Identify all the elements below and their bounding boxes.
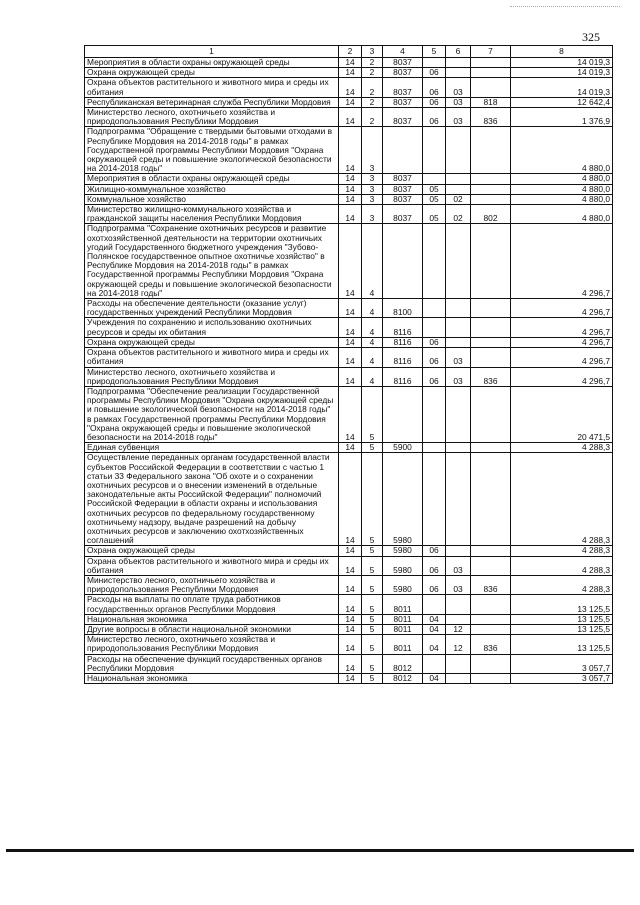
row-col-5 xyxy=(423,174,446,184)
row-amount: 4 880,0 xyxy=(511,205,613,224)
row-name: Республиканская ветеринарная служба Республики Мордовия xyxy=(85,97,339,107)
row-col-7 xyxy=(471,348,511,367)
row-amount: 4 880,0 xyxy=(511,194,613,204)
row-name: Мероприятия в области охраны окружающей среды xyxy=(85,174,339,184)
row-col-4: 8011 xyxy=(383,614,423,624)
row-amount: 4 880,0 xyxy=(511,184,613,194)
row-col-3: 5 xyxy=(362,386,383,442)
row-amount: 4 296,7 xyxy=(511,299,613,318)
row-col-3: 5 xyxy=(362,674,383,684)
row-name: Охрана объектов растительного и животного мира и среды их обитания xyxy=(85,78,339,97)
row-col-2: 14 xyxy=(339,58,362,68)
row-amount: 12 642,4 xyxy=(511,97,613,107)
row-col-5 xyxy=(423,386,446,442)
row-amount: 4 288,3 xyxy=(511,546,613,556)
row-col-7 xyxy=(471,184,511,194)
row-col-2: 14 xyxy=(339,614,362,624)
row-amount: 4 296,7 xyxy=(511,224,613,299)
row-col-2: 14 xyxy=(339,624,362,634)
row-amount: 13 125,5 xyxy=(511,635,613,654)
row-col-5: 06 xyxy=(423,108,446,127)
row-col-2: 14 xyxy=(339,635,362,654)
table-row xyxy=(85,348,613,367)
header-row xyxy=(85,46,613,58)
row-col-7 xyxy=(471,224,511,299)
row-amount: 4 288,3 xyxy=(511,453,613,546)
row-col-6: 03 xyxy=(446,575,471,594)
row-name: Расходы на обеспечение функций государственных органов Республики Мордовия xyxy=(85,654,339,673)
table-row xyxy=(85,205,613,224)
row-col-5: 06 xyxy=(423,337,446,347)
row-col-7: 818 xyxy=(471,97,511,107)
row-name: Учреждения по сохранению и использованию охотничьих ресурсов и среды их обитания xyxy=(85,318,339,337)
row-col-3: 5 xyxy=(362,546,383,556)
row-name: Министерство лесного, охотничьего хозяйства и природопользования Республики Мордовия xyxy=(85,635,339,654)
row-col-7 xyxy=(471,174,511,184)
header-col-3: 3 xyxy=(362,46,383,58)
row-col-3: 5 xyxy=(362,614,383,624)
table-row xyxy=(85,624,613,634)
row-col-6 xyxy=(446,174,471,184)
table-row xyxy=(85,97,613,107)
table-row xyxy=(85,68,613,78)
row-col-4: 8011 xyxy=(383,595,423,614)
row-col-6: 03 xyxy=(446,78,471,97)
row-name: Мероприятия в области охраны окружающей среды xyxy=(85,58,339,68)
row-col-3: 4 xyxy=(362,224,383,299)
row-col-7: 836 xyxy=(471,635,511,654)
row-col-4 xyxy=(383,224,423,299)
row-amount: 20 471,5 xyxy=(511,386,613,442)
row-col-4: 8037 xyxy=(383,58,423,68)
row-col-6: 03 xyxy=(446,97,471,107)
row-col-2: 14 xyxy=(339,184,362,194)
row-col-7 xyxy=(471,614,511,624)
row-col-5 xyxy=(423,318,446,337)
row-col-3: 4 xyxy=(362,337,383,347)
row-name: Расходы на выплаты по оплате труда работников государственных органов Республики Мордовия xyxy=(85,595,339,614)
row-col-2: 14 xyxy=(339,174,362,184)
row-col-7 xyxy=(471,299,511,318)
row-col-5: 06 xyxy=(423,78,446,97)
row-col-4 xyxy=(383,386,423,442)
row-col-2: 14 xyxy=(339,194,362,204)
row-col-4: 8037 xyxy=(383,108,423,127)
header-col-1: 1 xyxy=(85,46,339,58)
row-name: Охрана окружающей среды xyxy=(85,546,339,556)
row-col-5: 06 xyxy=(423,546,446,556)
row-col-3: 3 xyxy=(362,184,383,194)
row-col-2: 14 xyxy=(339,318,362,337)
row-col-2: 14 xyxy=(339,337,362,347)
row-col-7: 836 xyxy=(471,367,511,386)
row-col-2: 14 xyxy=(339,595,362,614)
row-col-6 xyxy=(446,184,471,194)
row-col-7: 802 xyxy=(471,205,511,224)
row-amount: 14 019,3 xyxy=(511,58,613,68)
row-col-3: 5 xyxy=(362,595,383,614)
row-name: Коммунальное хозяйство xyxy=(85,194,339,204)
row-amount: 14 019,3 xyxy=(511,68,613,78)
header-col-6: 6 xyxy=(446,46,471,58)
row-amount: 4 296,7 xyxy=(511,367,613,386)
row-amount: 4 288,3 xyxy=(511,575,613,594)
row-col-2: 14 xyxy=(339,299,362,318)
table-row xyxy=(85,184,613,194)
row-col-3: 4 xyxy=(362,367,383,386)
row-col-6 xyxy=(446,386,471,442)
row-col-5 xyxy=(423,58,446,68)
row-name: Подпрограмма "Обращение с твердыми бытовыми отходами в Республике Мордовия на 2014-2018 годы" в рамках Государственной программы Республики Мордовия "Охрана окружающей среды и повышение экологической безопасности на 2014-2018 годы" xyxy=(85,127,339,174)
row-col-3: 5 xyxy=(362,556,383,575)
row-amount: 3 057,7 xyxy=(511,674,613,684)
row-col-6: 03 xyxy=(446,108,471,127)
row-col-2: 14 xyxy=(339,68,362,78)
row-col-5: 06 xyxy=(423,556,446,575)
row-name: Министерство лесного, охотничьего хозяйства и природопользования Республики Мордовия xyxy=(85,108,339,127)
row-col-2: 14 xyxy=(339,78,362,97)
row-col-5: 04 xyxy=(423,674,446,684)
row-name: Подпрограмма "Сохранение охотничьих ресурсов и развитие охотхозяйственной деятельности на территории охотничьих угодий Государственного бюджетного учреждения "Зубово-Полянское государственное опытное охотничье хозяйство" в Республике Мордовия на 2014-2018 годы" в рамках Государственной программы Республики Мордовия "Охрана окружающей среды и повышение экологической безопасности на 2014-2018 годы" xyxy=(85,224,339,299)
row-col-3: 5 xyxy=(362,443,383,453)
row-col-6 xyxy=(446,337,471,347)
row-col-2: 14 xyxy=(339,224,362,299)
row-name: Национальная экономика xyxy=(85,614,339,624)
table-row xyxy=(85,453,613,546)
row-col-7 xyxy=(471,194,511,204)
row-amount: 4 880,0 xyxy=(511,174,613,184)
row-col-3: 3 xyxy=(362,127,383,174)
row-col-4: 8011 xyxy=(383,635,423,654)
row-col-2: 14 xyxy=(339,575,362,594)
row-col-3: 2 xyxy=(362,68,383,78)
row-col-4: 5980 xyxy=(383,575,423,594)
row-name: Министерство лесного, охотничьего хозяйства и природопользования Республики Мордовия xyxy=(85,575,339,594)
table-row xyxy=(85,635,613,654)
row-name: Расходы на обеспечение деятельности (оказание услуг) государственных учреждений Республики Мордовия xyxy=(85,299,339,318)
row-col-3: 5 xyxy=(362,635,383,654)
row-amount: 13 125,5 xyxy=(511,614,613,624)
row-col-4: 5980 xyxy=(383,556,423,575)
row-name: Охрана объектов растительного и животного мира и среды их обитания xyxy=(85,556,339,575)
row-col-7 xyxy=(471,556,511,575)
row-amount: 14 019,3 xyxy=(511,78,613,97)
row-col-6 xyxy=(446,299,471,318)
row-col-6 xyxy=(446,443,471,453)
table-row xyxy=(85,654,613,673)
row-col-5 xyxy=(423,224,446,299)
row-col-6 xyxy=(446,318,471,337)
row-col-4: 8012 xyxy=(383,674,423,684)
table-row xyxy=(85,58,613,68)
row-col-6 xyxy=(446,453,471,546)
row-col-4: 8116 xyxy=(383,337,423,347)
row-col-2: 14 xyxy=(339,556,362,575)
row-name: Жилищно-коммунальное хозяйство xyxy=(85,184,339,194)
row-col-5: 06 xyxy=(423,367,446,386)
table-row xyxy=(85,674,613,684)
header-col-8: 8 xyxy=(511,46,613,58)
table-row xyxy=(85,546,613,556)
table-row xyxy=(85,299,613,318)
table-header xyxy=(85,46,613,58)
row-col-5 xyxy=(423,453,446,546)
row-col-2: 14 xyxy=(339,654,362,673)
header-col-7: 7 xyxy=(471,46,511,58)
table-row xyxy=(85,614,613,624)
row-col-3: 4 xyxy=(362,299,383,318)
row-name: Единая субвенция xyxy=(85,443,339,453)
row-col-7 xyxy=(471,624,511,634)
row-col-4: 8100 xyxy=(383,299,423,318)
row-col-7 xyxy=(471,78,511,97)
row-col-2: 14 xyxy=(339,97,362,107)
row-col-7 xyxy=(471,443,511,453)
row-col-5: 05 xyxy=(423,194,446,204)
row-col-4: 8037 xyxy=(383,205,423,224)
row-col-6 xyxy=(446,674,471,684)
row-col-6 xyxy=(446,546,471,556)
row-col-2: 14 xyxy=(339,674,362,684)
row-col-6: 03 xyxy=(446,367,471,386)
header-col-5: 5 xyxy=(423,46,446,58)
row-amount: 4 296,7 xyxy=(511,337,613,347)
row-col-6 xyxy=(446,614,471,624)
row-col-7 xyxy=(471,595,511,614)
row-col-7 xyxy=(471,127,511,174)
row-amount: 3 057,7 xyxy=(511,654,613,673)
row-amount: 1 376,9 xyxy=(511,108,613,127)
row-col-4: 8037 xyxy=(383,78,423,97)
row-name: Охрана окружающей среды xyxy=(85,68,339,78)
row-col-5: 04 xyxy=(423,635,446,654)
row-col-3: 3 xyxy=(362,194,383,204)
table-row xyxy=(85,386,613,442)
header-col-4: 4 xyxy=(383,46,423,58)
table-row xyxy=(85,78,613,97)
row-name: Министерство лесного, охотничьего хозяйства и природопользования Республики Мордовия xyxy=(85,367,339,386)
row-col-3: 3 xyxy=(362,174,383,184)
row-col-6: 03 xyxy=(446,348,471,367)
row-col-6: 02 xyxy=(446,194,471,204)
row-col-4: 5980 xyxy=(383,453,423,546)
row-name: Министерство жилищно-коммунального хозяйства и гражданской защиты населения Республики Мордовия xyxy=(85,205,339,224)
row-amount: 4 296,7 xyxy=(511,348,613,367)
row-col-5 xyxy=(423,654,446,673)
row-col-6 xyxy=(446,58,471,68)
row-col-4: 8116 xyxy=(383,348,423,367)
row-col-3: 2 xyxy=(362,58,383,68)
table-row xyxy=(85,194,613,204)
row-amount: 13 125,5 xyxy=(511,624,613,634)
row-col-2: 14 xyxy=(339,367,362,386)
row-col-3: 2 xyxy=(362,78,383,97)
row-col-3: 5 xyxy=(362,624,383,634)
row-col-3: 5 xyxy=(362,453,383,546)
table-row xyxy=(85,224,613,299)
row-col-7 xyxy=(471,674,511,684)
table-row xyxy=(85,127,613,174)
table-row xyxy=(85,556,613,575)
row-name: Подпрограмма "Обеспечение реализации Государственной программы Республики Мордовия "Охрана окружающей среды и повышение экологической безопасности на 2014-2018 годы" в рамках Государственной программы Республики Мордовия "Охрана окружающей среды и повышение экологической безопасности на 2014-2018 годы" xyxy=(85,386,339,442)
page-number: 325 xyxy=(582,30,600,44)
row-name: Другие вопросы в области национальной экономики xyxy=(85,624,339,634)
row-col-3: 5 xyxy=(362,654,383,673)
row-col-7: 836 xyxy=(471,575,511,594)
row-col-4: 8037 xyxy=(383,97,423,107)
row-col-4: 8037 xyxy=(383,194,423,204)
row-col-2: 14 xyxy=(339,453,362,546)
row-col-5: 06 xyxy=(423,97,446,107)
row-col-5: 06 xyxy=(423,348,446,367)
table-row xyxy=(85,443,613,453)
row-col-5: 04 xyxy=(423,624,446,634)
row-col-6 xyxy=(446,595,471,614)
row-col-7 xyxy=(471,453,511,546)
row-col-5: 05 xyxy=(423,205,446,224)
row-col-6 xyxy=(446,68,471,78)
row-col-3: 5 xyxy=(362,575,383,594)
row-amount: 4 288,3 xyxy=(511,443,613,453)
row-col-4: 8037 xyxy=(383,184,423,194)
row-name: Осуществление переданных органам государственной власти субъектов Российской Федерации в соответствии с частью 1 статьи 33 Федерального закона "Об охоте и о сохранении охотничьих ресурсов и о внесении изменений в отдельные законодательные акты Российской Федерации" полномочий Российской Федерации в области охраны и использования охотничьих ресурсов по федеральному государственному охотничьему надзору, выдаче разрешений на добычу охотничьих ресурсов и заключению охотхозяйственных соглашений xyxy=(85,453,339,546)
row-col-5 xyxy=(423,127,446,174)
row-col-4: 8012 xyxy=(383,654,423,673)
row-col-4: 8037 xyxy=(383,174,423,184)
row-col-7 xyxy=(471,58,511,68)
row-col-5: 05 xyxy=(423,184,446,194)
row-col-4: 5900 xyxy=(383,443,423,453)
table-row xyxy=(85,595,613,614)
row-col-4: 8116 xyxy=(383,318,423,337)
row-col-7 xyxy=(471,318,511,337)
top-dotted-line xyxy=(510,6,620,7)
row-col-7: 836 xyxy=(471,108,511,127)
row-col-3: 3 xyxy=(362,205,383,224)
row-col-5: 06 xyxy=(423,575,446,594)
row-col-6 xyxy=(446,654,471,673)
row-name: Охрана окружающей среды xyxy=(85,337,339,347)
row-col-7 xyxy=(471,386,511,442)
table-row xyxy=(85,575,613,594)
row-col-2: 14 xyxy=(339,348,362,367)
bottom-rule xyxy=(6,849,634,852)
row-col-6: 12 xyxy=(446,624,471,634)
row-col-2: 14 xyxy=(339,108,362,127)
row-col-7 xyxy=(471,337,511,347)
row-col-7 xyxy=(471,654,511,673)
row-col-6: 12 xyxy=(446,635,471,654)
row-col-6: 03 xyxy=(446,556,471,575)
table-row xyxy=(85,174,613,184)
row-col-6: 02 xyxy=(446,205,471,224)
row-col-6 xyxy=(446,224,471,299)
table-row xyxy=(85,337,613,347)
row-col-5 xyxy=(423,595,446,614)
row-col-6 xyxy=(446,127,471,174)
row-amount: 4 880,0 xyxy=(511,127,613,174)
header-col-2: 2 xyxy=(339,46,362,58)
row-col-5 xyxy=(423,443,446,453)
row-col-3: 4 xyxy=(362,348,383,367)
table-row xyxy=(85,108,613,127)
row-col-4 xyxy=(383,127,423,174)
row-col-2: 14 xyxy=(339,443,362,453)
row-col-4: 8116 xyxy=(383,367,423,386)
row-col-5: 04 xyxy=(423,614,446,624)
row-col-2: 14 xyxy=(339,386,362,442)
row-name: Охрана объектов растительного и животного мира и среды их обитания xyxy=(85,348,339,367)
row-col-4: 8011 xyxy=(383,624,423,634)
row-col-3: 4 xyxy=(362,318,383,337)
row-col-3: 2 xyxy=(362,108,383,127)
row-amount: 13 125,5 xyxy=(511,595,613,614)
row-amount: 4 288,3 xyxy=(511,556,613,575)
row-col-4: 8037 xyxy=(383,68,423,78)
table-row xyxy=(85,318,613,337)
row-name: Национальная экономика xyxy=(85,674,339,684)
row-col-5: 06 xyxy=(423,68,446,78)
budget-table xyxy=(84,45,613,684)
table-body xyxy=(85,58,613,684)
row-col-2: 14 xyxy=(339,546,362,556)
row-col-4: 5980 xyxy=(383,546,423,556)
row-col-7 xyxy=(471,546,511,556)
row-col-5 xyxy=(423,299,446,318)
row-col-2: 14 xyxy=(339,127,362,174)
row-col-7 xyxy=(471,68,511,78)
table-row xyxy=(85,367,613,386)
row-amount: 4 296,7 xyxy=(511,318,613,337)
row-col-3: 2 xyxy=(362,97,383,107)
row-col-2: 14 xyxy=(339,205,362,224)
